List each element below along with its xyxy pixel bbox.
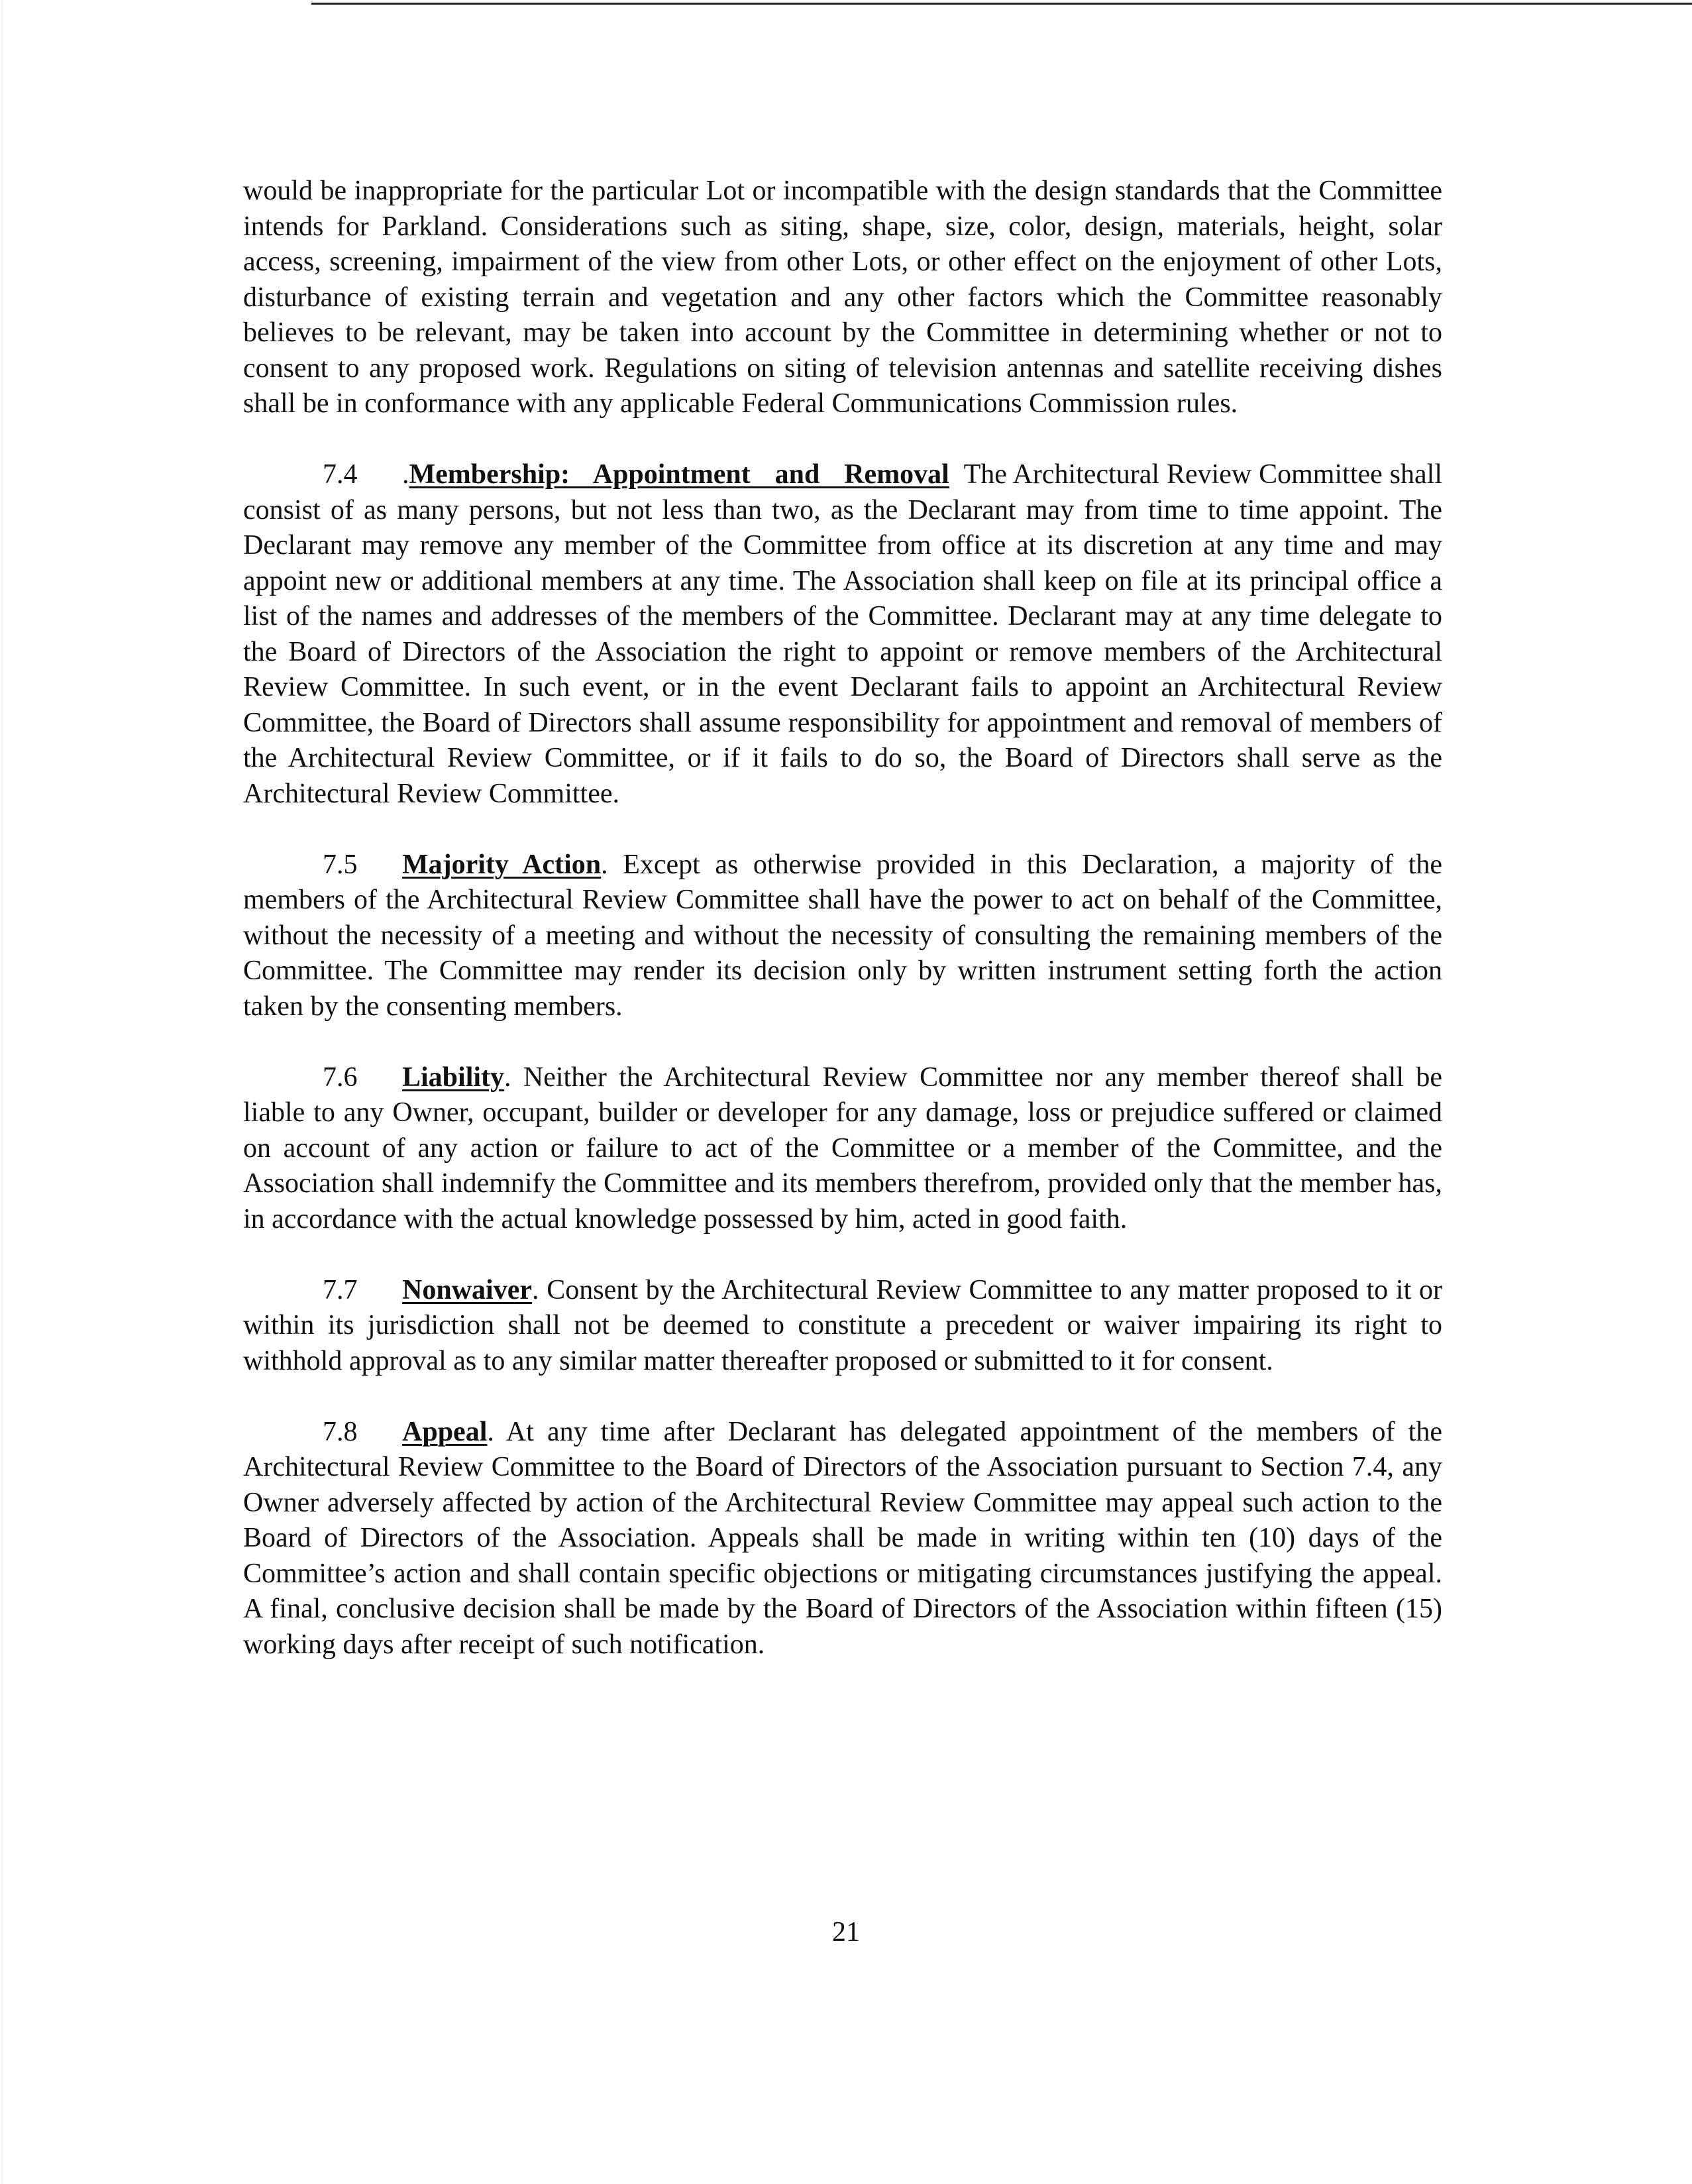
section-body: Consent by the Architectural Review Committee to any matter proposed to it or within its jurisdiction shall not be deemed to constitute a precedent or waiver impairing its right to withhold approval as to any similar matter thereafter proposed or submitted to it for consent.	[243, 1274, 1443, 1376]
section-heading: Liability	[402, 1062, 505, 1093]
section-heading-prefix: .	[402, 459, 409, 490]
section-7-6	[243, 1060, 1442, 1238]
section-heading-suffix: .	[504, 1062, 511, 1093]
section-body: Neither the Architectural Review Committee nor any member thereof shall be liable to any Owner, occupant, builder or developer for any damage, loss or prejudice suffered or claimed on account of any action or failure to act of the Committee or a member of the Committee, and the Association shall indemnify the Committee and its members therefrom, provided only that the member has, in accordance with the actual knowledge possessed by him, acted in good faith.	[243, 1062, 1442, 1234]
section-7-5	[243, 847, 1442, 1025]
section-body: At any time after Declarant has delegated appointment of the members of the Architectural Review Committee to the Board of Directors of the Association pursuant to Section 7.4, any Owner adversely affected by action of the Architectural Review Committee may appeal such action to the Board of Directors of the Association. Appeals shall be made in writing within ten (10) days of the Committee’s action and shall contain specific objections or mitigating circumstances justifying the appeal. A final, conclusive decision shall be made by the Board of Directors of the Association within fifteen (15) working days after receipt of such notification.	[243, 1416, 1442, 1660]
section-number: 7.8	[323, 1416, 358, 1447]
section-number: 7.7	[323, 1274, 358, 1305]
section-number: 7.6	[323, 1062, 358, 1093]
section-heading: Majority Action	[402, 849, 602, 880]
section-number: 7.4	[323, 459, 358, 490]
continuation-paragraph: would be inappropriate for the particular Lot or incompatible with the design standards that the Committee intends for Parkland. Considerations such as siting, shape, size, color, design, materials, height, solar access, screening, impairment of the view from other Lots, or other effect on the enjoyment of other Lots, disturbance of existing terrain and vegetation and any other factors which the Committee reasonably believes to be relevant, may be taken into account by the Committee in determining whether or not to consent to any proposed work. Regulations on siting of television antennas and satellite receiving dishes shall be in conformance with any applicable Federal Communications Commission rules.	[243, 176, 1442, 419]
section-body: Except as otherwise provided in this Declaration, a majority of the members of the Architectural Review Committee shall have the power to act on behalf of the Committee, without the necessity of a meeting and without the necessity of consulting the remaining members of the Committee. The Committee may render its decision only by written instrument setting forth the action taken by the consenting members.	[243, 849, 1442, 1022]
scan-left-edge	[1, 0, 3, 2184]
section-7-8	[243, 1415, 1442, 1663]
section-heading: Membership: Appointment and Removal	[409, 459, 949, 490]
section-heading: Appeal	[402, 1416, 488, 1447]
section-number: 7.5	[323, 849, 358, 880]
section-7-4	[243, 457, 1442, 812]
section-7-7	[243, 1273, 1442, 1380]
page-number: 21	[832, 1917, 860, 1947]
scan-top-border	[311, 3, 1692, 5]
section-heading-suffix: .	[531, 1274, 539, 1305]
section-heading: Nonwaiver	[402, 1274, 532, 1305]
document-body	[243, 174, 1442, 1698]
section-heading-suffix: .	[487, 1416, 494, 1447]
section-body: The Architectural Review Committee shall consist of as many persons, but not less than two, as the Declarant may from time to time appoint. The Declarant may remove any member of the Committee from office at its discretion at any time and may appoint new or additional members at any time. The Association shall keep on file at its principal office a list of the names and addresses of the members of the Committee. Declarant may at any time delegate to the Board of Directors of the Association the right to appoint or remove members of the Architectural Review Committee. In such event, or in the event Declarant fails to appoint an Architectural Review Committee, the Board of Directors shall assume responsibility for appointment and removal of members of the Architectural Review Committee, or if it fails to do so, the Board of Directors shall serve as the Architectural Review Committee.	[243, 459, 1442, 809]
section-heading-suffix: .	[601, 849, 608, 880]
